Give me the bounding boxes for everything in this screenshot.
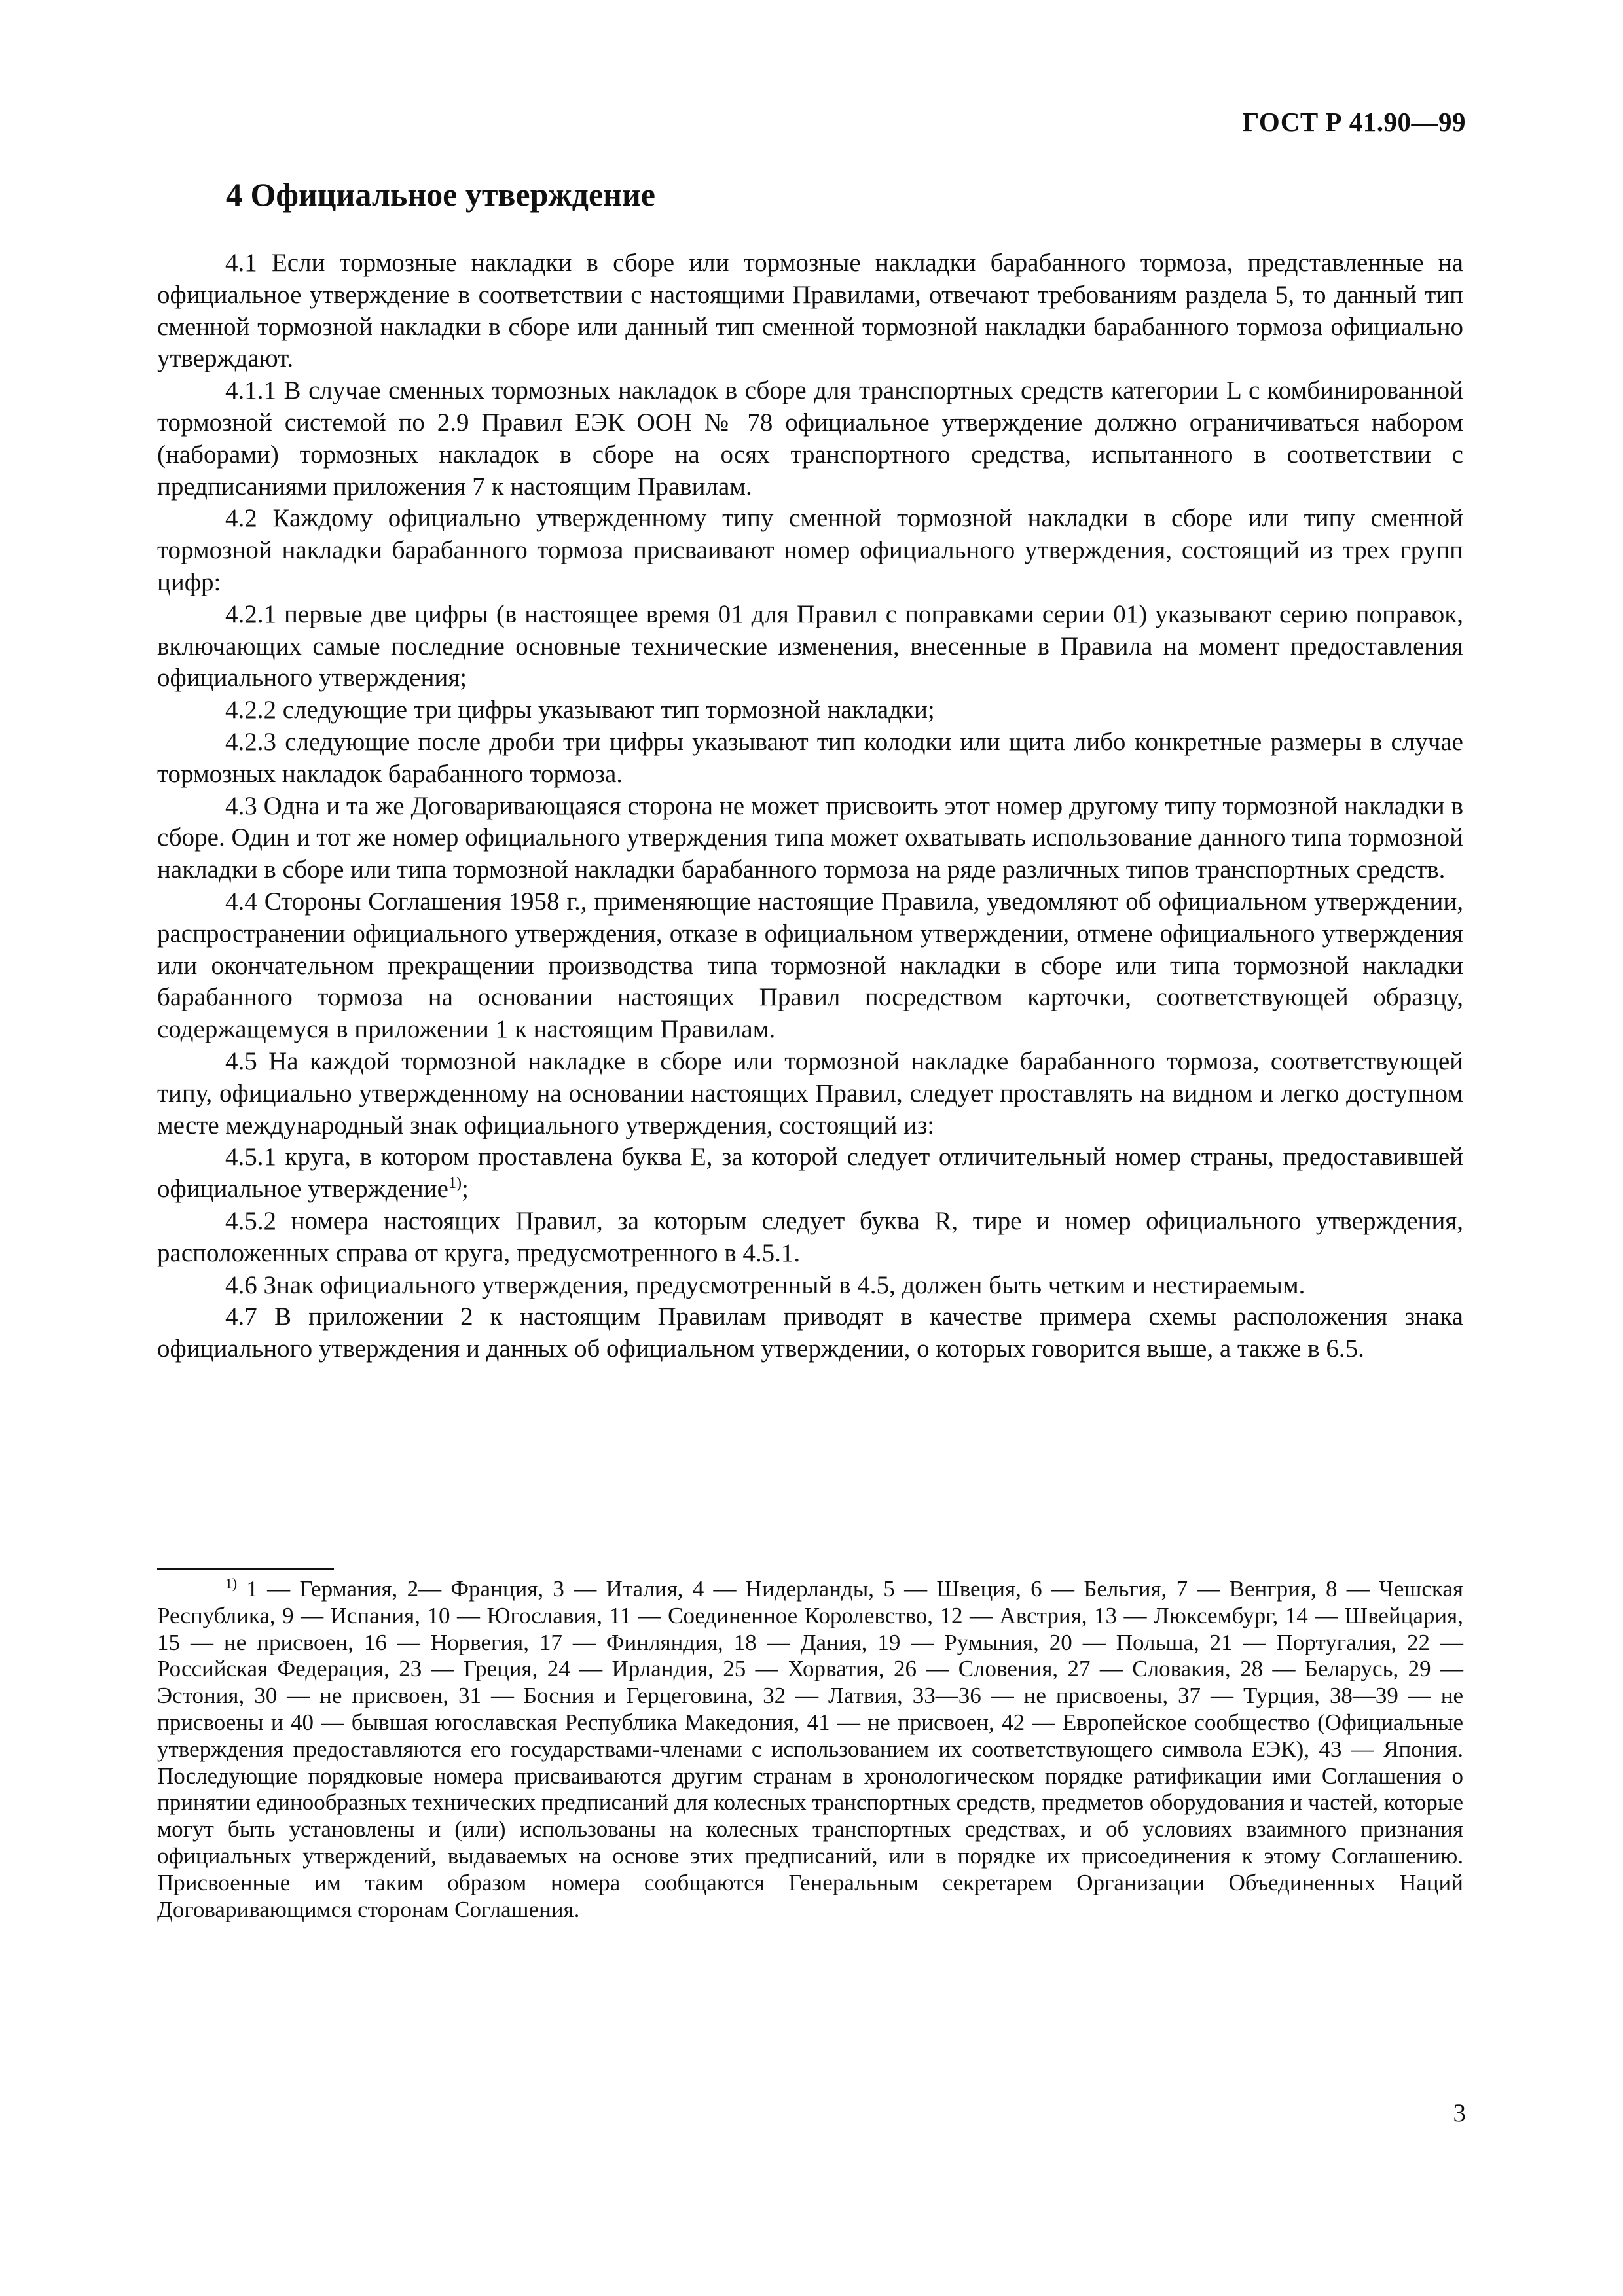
paragraph-4-2-1: 4.2.1 первые две цифры (в настоящее время 01 для Правил с поправками серии 01) указывают серию поправок, включающих самые последние основные технические изменения, внесенные в Правила на момент предоставления официального утверждения; — [157, 600, 1463, 692]
footnote-text — [157, 1576, 1463, 1923]
paragraph-4-6: 4.6 Знак официального утверждения, предусмотренный в 4.5, должен быть четким и нестираемым. — [225, 1270, 1305, 1299]
document-code: ГОСТ Р 41.90—99 — [1242, 107, 1466, 137]
paragraph-4-5-1-text: 4.5.1 круга, в котором проставлена буква Е, за которой следует отличительный номер страны, предоставившей официальное утверждение — [157, 1143, 1463, 1204]
paragraph-4-5-1 — [157, 1141, 1463, 1206]
paragraph-4-2-3: 4.2.3 следующие после дроби три цифры указывают тип колодки или щита либо конкретные размеры в случае тормозных накладок барабанного тормоза. — [157, 727, 1463, 788]
paragraph-4-5-2: 4.5.2 номера настоящих Правил, за которым следует буква R, тире и номер официального утверждения, расположенных справа от круга, предусмотренного в 4.5.1. — [157, 1206, 1463, 1267]
footnote — [157, 1576, 1463, 1923]
paragraph-4-1-1: 4.1.1 В случае сменных тормозных накладок в сборе для транспортных средств категории L с комбинированной тормозной системой по 2.9 Правил ЕЭК ООН № 78 официальное утверждение должно ограничиваться набором (наборами) тормозных накладок в сборе на осях транспортного средства, испытанного в соответствии с предписаниями приложения 7 к настоящим Правилам. — [157, 376, 1463, 501]
paragraph-4-5: 4.5 На каждой тормозной накладке в сборе или тормозной накладке барабанного тормоза, соответствующей типу, официально утвержденному на основании настоящих Правил, следует проставлять на видном и легко доступном месте международный знак официального утверждения, состоящий из: — [157, 1047, 1463, 1139]
section-title: 4 Официальное утверждение — [226, 176, 655, 213]
paragraph-4-1: 4.1 Если тормозные накладки в сборе или тормозные накладки барабанного тормоза, представленные на официальное утверждение в соответствии с настоящими Правилами, отвечают требованиям раздела 5, то данный тип сменной тормозной накладки в сборе или данный тип сменной тормозной накладки барабанного тормоза официально утверждают. — [157, 249, 1463, 373]
paragraph-4-2: 4.2 Каждому официально утвержденному типу сменной тормозной накладки в сборе или типу сменной тормозной накладки барабанного тормоза присваивают номер официального утверждения, состоящий из трех групп цифр: — [157, 504, 1463, 596]
page-number: 3 — [1453, 2099, 1466, 2127]
paragraph-4-4: 4.4 Стороны Соглашения 1958 г., применяющие настоящие Правила, уведомляют об официальном утверждении, распространении официального утверждения, отказе в официальном утверждении, отмене официального утверждения или окончательном прекращении производства типа тормозной накладки в сборе или типа тормозной накладки барабанного тормоза на основании настоящих Правил посредством карточки, соответствующей образцу, содержащемуся в приложении 1 к настоящим Правилам. — [157, 887, 1463, 1044]
paragraph-4-5-1-suffix: ; — [462, 1175, 469, 1204]
footnote-body: 1 — Германия, 2— Франция, 3 — Италия, 4 — Нидерланды, 5 — Швеция, 6 — Бельгия, 7 — Венгрия, 8 — Чешская Республика, 9 — Испания, 10 — Югославия, 11 — Соединенное Королевство, 12 — Австрия, 13 — Люксембург, 14 — Швейцария, 15 — не присвоен, 16 — Норвегия, 17 — Финляндия, 18 — Дания, 19 — Румыния, 20 — Польша, 21 — Португалия, 22 — Российская Федерация, 23 — Греция, 24 — Ирландия, 25 — Хорватия, 26 — Словения, 27 — Словакия, 28 — Беларусь, 29 — Эстония, 30 — не присвоен, 31 — Босния и Герцеговина, 32 — Латвия, 33—36 — не присвоены, 37 — Турция, 38—39 — не присвоены и 40 — бывшая югославская Республика Македония, 41 — не присвоен, 42 — Европейское сообщество (Официальные утверждения предоставляются его государствами-членами с использованием их соответствующего символа ЕЭК), 43 — Япония. Последующие порядковые номера присваиваются другим странам в хронологическом порядке ратификации ими Соглашения о принятии единообразных технических предписаний для колесных транспортных средств, предметов оборудования и частей, которые могут быть установлены и (или) использованы на колесных транспортных средствах, и об условиях взаимного признания официальных утверждений, выдаваемых на основе этих предписаний, или в порядке их присоединения к этому Соглашению. Присвоенные им таким образом номера сообщаются Генеральным секретарем Организации Объединенных Наций Договаривающимся сторонам Соглашения. — [157, 1576, 1463, 1922]
section-body — [157, 247, 1463, 1365]
footnote-reference[interactable]: 1) — [448, 1174, 462, 1193]
footnote-marker: 1) — [225, 1575, 238, 1592]
footnote-separator — [157, 1568, 334, 1570]
paragraph-4-7: 4.7 В приложении 2 к настоящим Правилам приводят в качестве примера схемы расположения знака официального утверждения и данных об официальном утверждении, о которых говорится выше, а также в 6.5. — [157, 1302, 1463, 1363]
paragraph-4-2-2: 4.2.2 следующие три цифры указывают тип тормозной накладки; — [225, 696, 935, 725]
paragraph-4-3: 4.3 Одна и та же Договаривающаяся сторона не может присвоить этот номер другому типу тормозной накладки в сборе. Один и тот же номер официального утверждения типа может охватывать использование данного типа тормозной накладки в сборе или типа тормозной накладки барабанного тормоза на ряде различных типов транспортных средств. — [157, 791, 1463, 884]
